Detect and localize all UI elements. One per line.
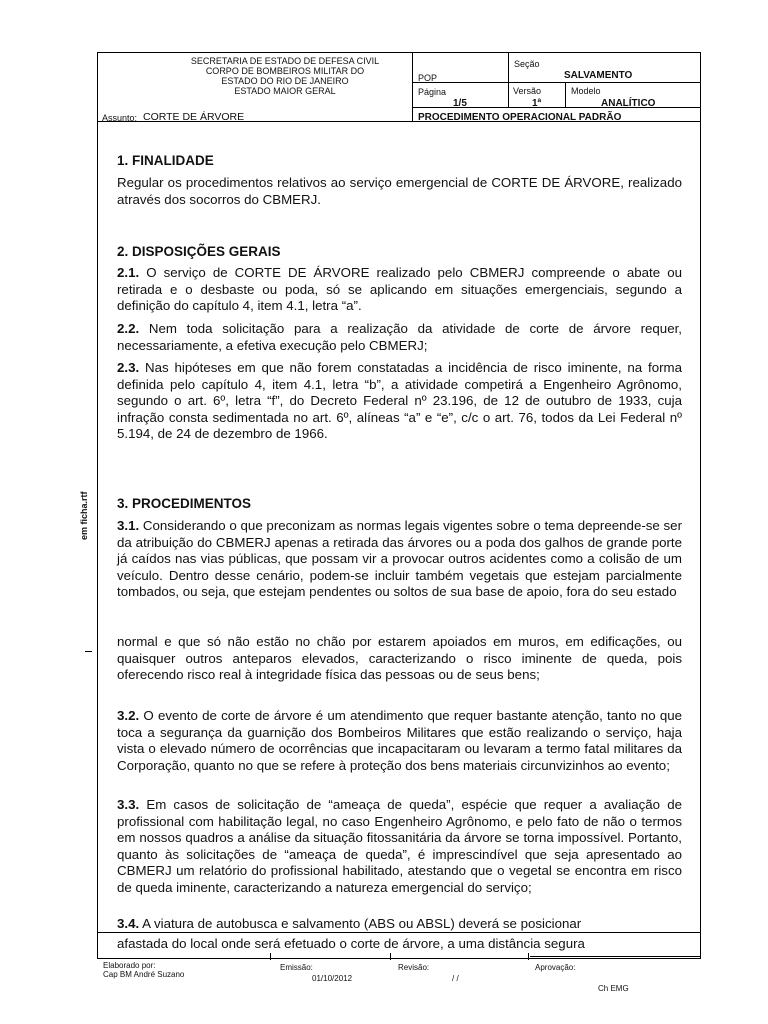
secao-label: Seção — [514, 59, 540, 69]
paragraph-number: 3.3. — [117, 797, 140, 812]
assunto-value: CORTE DE ÁRVORE — [143, 111, 245, 123]
aprovacao-value: Ch EMG — [598, 984, 629, 993]
org-line-2: CORPO DE BOMBEIROS MILITAR DO — [205, 66, 365, 76]
procedimento-title: PROCEDIMENTO OPERACIONAL PADRÃO — [418, 112, 622, 123]
versao-label: Versão — [513, 86, 542, 96]
secao-value: SALVAMENTO — [564, 70, 633, 81]
org-name — [160, 56, 410, 96]
body-border-right — [700, 122, 701, 932]
paragraph-2-2 — [117, 321, 682, 354]
revisao-value: / / — [452, 974, 459, 983]
paragraph-text: O evento de corte de árvore é um atendimento que requer bastante atenção, tanto no que toca a segurança da guarnição dos Bombeiros Militares que estão realizando o serviço, haja vista o elevado número de ocorrências que incapacitaram ou levaram a termo fatal militares da Corporação, quanto no que se refere à proteção dos bens materiais circunvizinhos ao evento; — [117, 708, 682, 773]
paragraph-text: Considerando o que preconizam as normas legais vigentes sobre o tema depreende-se ser da atribuição do CBMERJ apenas a retirada das árvores ou a poda dos galhos de grande porte já caídos nas vias públicas, que possam vir a provocar outros acidentes como a colisão de um veículo. Dentro desse cenário, podem-se incluir também vegetais que estejam parcialmente tombados, ou seja, que estejam pendentes ou soltos de sua base de apoio, fora do seu estado — [117, 518, 682, 599]
paragraph-number: 2.2. — [117, 321, 140, 336]
section-1-text: Regular os procedimentos relativos ao serviço emergencial de CORTE DE ÁRVORE, realizado através dos socorros do CBMERJ. — [117, 175, 682, 207]
pagina-label: Página — [418, 87, 447, 97]
pagina-value: 1/5 — [453, 98, 467, 109]
org-line-1: SECRETARIA DE ESTADO DE DEFESA CIVIL — [190, 56, 380, 66]
revisao-label: Revisão: — [398, 963, 430, 972]
paragraph-number: 2.3. — [117, 360, 140, 375]
paragraph-3-2 — [117, 708, 682, 774]
side-filename: em ficha.rtf — [79, 491, 89, 540]
side-mark — [85, 651, 92, 652]
paragraph-text: O serviço de CORTE DE ÁRVORE realizado pelo CBMERJ compreende o abate ou retirada e o desbaste ou poda, só se aplicando em situações emergenciais, segundo a definição do capítulo 4, item 4.1, letra “a”. — [117, 265, 682, 313]
body-border-left — [97, 122, 98, 932]
modelo-label: Modelo — [571, 86, 601, 96]
org-line-4: ESTADO MAIOR GERAL — [234, 86, 336, 96]
paragraph-3-4-cont: afastada do local onde será efetuado o corte de árvore, a uma distância segura — [117, 936, 682, 953]
aprovacao-label: Aprovação: — [535, 963, 576, 972]
emissao-label: Emissão: — [280, 963, 313, 972]
versao-value: 1ª — [532, 98, 542, 109]
emissao-value: 01/10/2012 — [312, 974, 353, 983]
modelo-value: ANALÍTICO — [601, 98, 656, 109]
paragraph-number: 2.1. — [117, 265, 140, 280]
paragraph-number: 3.2. — [117, 708, 140, 723]
paragraph-2-3 — [117, 360, 682, 443]
elaborado-value: Cap BM André Suzano — [103, 970, 185, 979]
assunto-label: Assunto: — [102, 113, 138, 123]
section-1-title: 1. FINALIDADE — [117, 153, 214, 168]
paragraph-number: 3.1. — [117, 518, 140, 533]
paragraph-text: Em casos de solicitação de “ameaça de queda”, espécie que requer a avaliação de profissional com habilitação legal, no caso Engenheiro Agrônomo, e pelo fato de não o termos em nossos quadros a análise da situação fitossanitária da árvore se torna impossível. Portanto, quanto às solicitações de “ameaça de queda”, é imprescindível que seja apresentado ao CBMERJ um relatório do profissional habilitado, atestando que o vegetal se encontra em risco de queda iminente, caracterizando a natureza emergencial do serviço; — [117, 797, 682, 895]
elaborado-label: Elaborado por: — [103, 961, 156, 970]
paragraph-text: Nem toda solicitação para a realização da atividade de corte de árvore requer, necessariamente, a efetiva execução pelo CBMERJ; — [117, 321, 682, 353]
paragraph-3-1-cont: normal e que só não estão no chão por estarem apoiados em muros, em edificações, ou quaisquer outros anteparos elevados, caracterizando o risco iminente de queda, pois oferecendo risco real à integridade física das pessoas ou de seus bens; — [117, 634, 682, 682]
org-line-3: ESTADO DO RIO DE JANEIRO — [221, 76, 349, 86]
pop-label: POP — [418, 73, 438, 83]
paragraph-3-3 — [117, 797, 682, 896]
paragraph-number: 3.4. — [117, 916, 140, 931]
paragraph-2-1 — [117, 265, 682, 315]
section-2-title: 2. DISPOSIÇÕES GERAIS — [117, 244, 281, 259]
paragraph-3-4 — [117, 916, 682, 933]
paragraph-3-1 — [117, 518, 682, 601]
section-3-title: 3. PROCEDIMENTOS — [117, 496, 252, 511]
paragraph-text: A viatura de autobusca e salvamento (ABS ou ABSL) deverá se posicionar — [139, 916, 582, 931]
paragraph-text: Nas hipóteses em que não forem constatadas a incidência de risco iminente, na forma definida pelo capítulo 4, item 4.1, letra “b”, a atividade competirá a Engenheiro Agrônomo, segundo o art. 6º, letra “f”, do Decreto Federal nº 23.196, de 12 de outubro de 1933, cuja infração consta sedimentada no art. 6º, alíneas “a” e “e”, c/c o art. 76, todos da Lei Federal nº 5.194, de 24 de dezembro de 1966. — [117, 360, 682, 441]
